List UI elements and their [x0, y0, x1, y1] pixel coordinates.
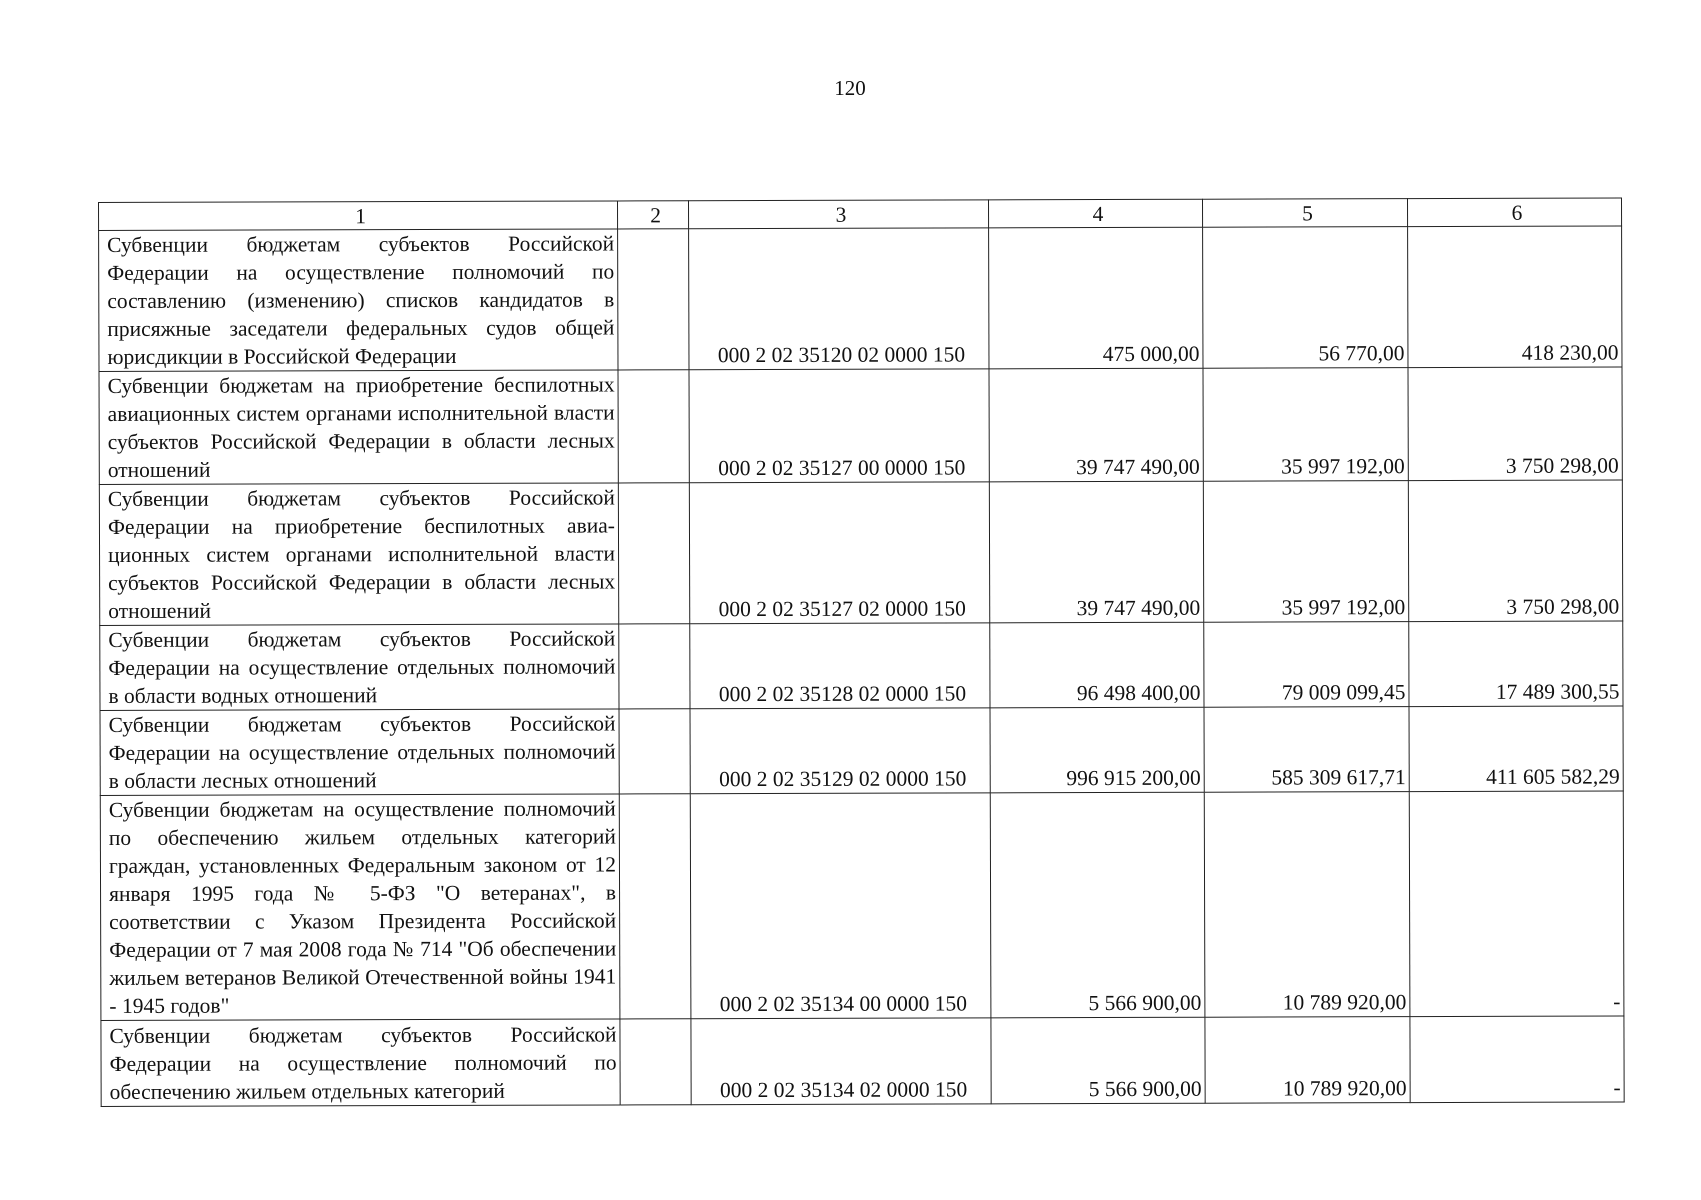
row-col2-cell: [618, 370, 689, 483]
row-col5-cell: 10 789 920,00: [1204, 792, 1410, 1018]
row-code-cell: 000 2 02 35129 02 0000 150: [690, 708, 990, 794]
column-header-5: 5: [1202, 199, 1407, 228]
row-col6-cell: 17 489 300,55: [1409, 621, 1623, 707]
row-code-cell: 000 2 02 35134 02 0000 150: [691, 1018, 991, 1105]
budget-table: [98, 197, 1625, 1107]
row-col4-cell: 5 566 900,00: [990, 792, 1205, 1018]
row-code-cell: 000 2 02 35128 02 0000 150: [690, 623, 990, 709]
row-name-cell: Субвенции бюджетам на приобретение беспилотных авиационных систем органами исполнительной власти субъектов Российской Федерации в области лесных отношений: [99, 370, 618, 485]
row-col6-cell: -: [1409, 791, 1624, 1017]
row-col5-cell: 35 997 192,00: [1203, 368, 1408, 482]
table-row: [101, 1016, 1624, 1107]
row-col4-cell: 39 747 490,00: [989, 368, 1203, 482]
row-code-cell: 000 2 02 35120 02 0000 150: [689, 228, 989, 370]
table-row: [99, 226, 1622, 372]
row-col6-cell: 3 750 298,00: [1408, 480, 1622, 622]
row-col2-cell: [619, 794, 691, 1019]
row-col5-cell: 35 997 192,00: [1203, 481, 1408, 623]
row-col5-cell: 56 770,00: [1203, 227, 1408, 369]
row-col5-cell: 585 309 617,71: [1204, 707, 1409, 793]
row-name-cell: Субвенции бюджетам субъектов Российской Федерации на приобретение беспилотных авиационных систем органами исполнительной власти субъектов Российской Федерации в области лесных отношений: [99, 483, 618, 626]
row-col4-cell: 39 747 490,00: [989, 481, 1203, 623]
table-row: [99, 367, 1622, 485]
column-header-2: 2: [617, 201, 688, 229]
row-col5-cell: 10 789 920,00: [1205, 1017, 1410, 1104]
row-col5-cell: 79 009 099,45: [1204, 622, 1409, 708]
row-col2-cell: [620, 1019, 691, 1105]
row-col4-cell: 475 000,00: [989, 227, 1203, 369]
row-col2-cell: [618, 483, 689, 624]
row-name-cell: Субвенции бюджетам субъектов Российской Федерации на осуществление отдельных полномочий в области лесных отношений: [100, 709, 619, 796]
row-col6-cell: 418 230,00: [1408, 226, 1622, 368]
row-col6-cell: -: [1410, 1016, 1624, 1103]
table-row: [100, 621, 1623, 711]
row-col6-cell: 3 750 298,00: [1408, 367, 1622, 481]
row-col2-cell: [619, 709, 690, 794]
row-name-cell: Субвенции бюджетам субъектов Российской Федерации на осуществление полномочий по составлению (изменению) списков кандидатов в присяжные заседатели федеральных судов общей юрисдикции в Российской Федерации: [99, 229, 618, 372]
table-row: [99, 480, 1622, 626]
column-header-3: 3: [688, 200, 988, 229]
row-code-cell: 000 2 02 35134 00 0000 150: [690, 793, 991, 1019]
row-col4-cell: 5 566 900,00: [991, 1017, 1205, 1104]
row-col4-cell: 996 915 200,00: [990, 707, 1204, 793]
row-code-cell: 000 2 02 35127 02 0000 150: [689, 482, 989, 624]
table-header-row: [99, 198, 1622, 231]
row-code-cell: 000 2 02 35127 00 0000 150: [689, 369, 989, 483]
row-col2-cell: [618, 229, 689, 370]
column-header-4: 4: [988, 199, 1202, 228]
row-name-cell: Субвенции бюджетам субъектов Российской Федерации на осуществление отдельных полномочий в области водных отношений: [100, 624, 619, 711]
row-col2-cell: [619, 624, 690, 709]
row-col4-cell: 96 498 400,00: [990, 622, 1204, 708]
table-row: [100, 706, 1623, 796]
row-col6-cell: 411 605 582,29: [1409, 706, 1623, 792]
page-number: 120: [834, 76, 866, 100]
table-row: [100, 791, 1624, 1021]
row-name-cell: Субвенции бюджетам субъектов Российской Федерации на осуществление полномочий по обеспечению жильем отдельных категорий: [101, 1019, 620, 1107]
column-header-6: 6: [1407, 198, 1621, 227]
row-name-cell: Субвенции бюджетам на осуществление полномочий по обеспечению жильем отдельных категорий граждан, установленных Федеральным законом от 12 января 1995 года № 5-ФЗ "О ветеранах", в соответствии с Указом Президента Российской Федерации от 7 мая 2008 года № 714 "Об обеспечении жильем ветеранов Великой Отечественной войны 1941 - 1945 годов": [100, 794, 620, 1021]
column-header-1: 1: [99, 201, 618, 231]
